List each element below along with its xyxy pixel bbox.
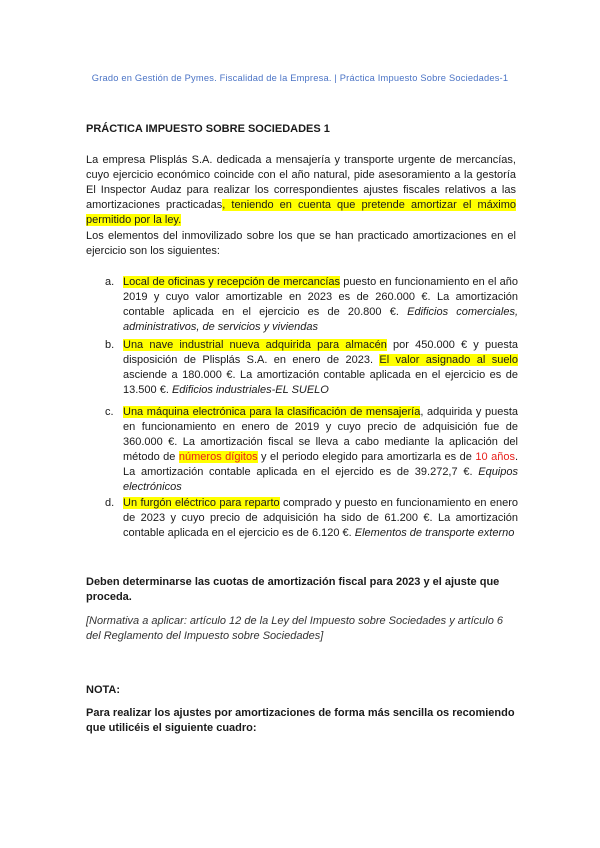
item-text: comprado y puesto en funcionamiento en enero de 2023 y cuyo precio de adquisición ha sido de 61.200 €. La amortización contable aplicada en el ejercicio es de 6.120 €. [123,497,519,539]
item-category: Edificios comerciales, administrativos, de servicios y viviendas [123,306,519,333]
item-text-2: asciende a 180.000 €. La amortización contable aplicada en el ejercicio es de 13.500 €. [123,369,518,396]
intro-paragraph-2: Los elementos del inmovilizado sobre los que se han practicado amortizaciones en el ejercicio son los siguientes: [86,230,516,257]
item-highlight: Una máquina electrónica para la clasificación de mensajería [123,406,421,418]
item-category: Edificios industriales-EL SUELO [171,384,329,396]
note-text: Para realizar los ajustes por amortizaciones de forma más sencilla os recomiendo que utilicéis el siguiente cuadro: [86,707,515,734]
item-highlight: Una nave industrial nueva adquirida para almacén [123,339,387,351]
item-text: por 450.000 € y puesta disposición de Plisplás S.A. en enero de 2023. [123,339,519,366]
item-highlight-2: El valor asignado al suelo [379,354,518,366]
item-highlight: Un furgón eléctrico para reparto [123,497,280,509]
intro-paragraph [86,153,516,228]
intro-highlight: , teniendo en cuenta que pretende amortizar el máximo permitido por la ley. [86,199,516,226]
item-red-text: 10 años [475,451,515,463]
item-text-3: . La amortización contable aplicada en el ejercido es de 39.272,7 €. [123,451,519,478]
item-text-2: y el periodo elegido para amortizarla es de [257,451,476,463]
list-marker: a. [105,276,115,288]
item-highlight-red: números dígitos [178,451,258,463]
list-marker: d. [105,497,115,509]
regulation-note: [Normativa a aplicar: artículo 12 de la Ley del Impuesto sobre Sociedades y artículo 6 del Reglamento del Impuesto sobre Sociedades] [86,615,504,642]
item-text: , adquirida y puesta en funcionamiento en enero de 2019 y cuyo precio de adquisición fue de 360.000 €. La amortización fiscal se lleva a cabo mediante la aplicación del método de [123,406,518,463]
list-marker: c. [105,406,114,418]
item-highlight: Local de oficinas y recepción de mercancías [123,276,341,288]
document-title: PRÁCTICA IMPUESTO SOBRE SOCIEDADES 1 [86,123,330,135]
item-category: Equipos electrónicos [123,466,518,493]
intro-text: La empresa Plisplás S.A. dedicada a mensajería y transporte urgente de mercancías, cuyo ejercicio económico coincide con el año natural, pide asesoramiento a la gestoría El Inspector Audaz para realizar los correspondientes ajustes fiscales relativos a las amortizaciones practicadas [86,154,516,211]
list-marker: b. [105,339,115,351]
item-category: Elementos de transporte externo [354,527,515,539]
page-header: Grado en Gestión de Pymes. Fiscalidad de la Empresa. | Práctica Impuesto Sobre Sociedades-1 [91,73,509,83]
task-statement: Deben determinarse las cuotas de amortización fiscal para 2023 y el ajuste que proceda. [86,576,500,603]
note-heading: NOTA: [86,684,121,696]
item-text: puesto en funcionamiento en el año 2019 y cuyo valor amortizable en 2023 es de 260.000 €. La amortización contable aplicada en el ejercicio es de 20.800 €. [123,276,518,318]
